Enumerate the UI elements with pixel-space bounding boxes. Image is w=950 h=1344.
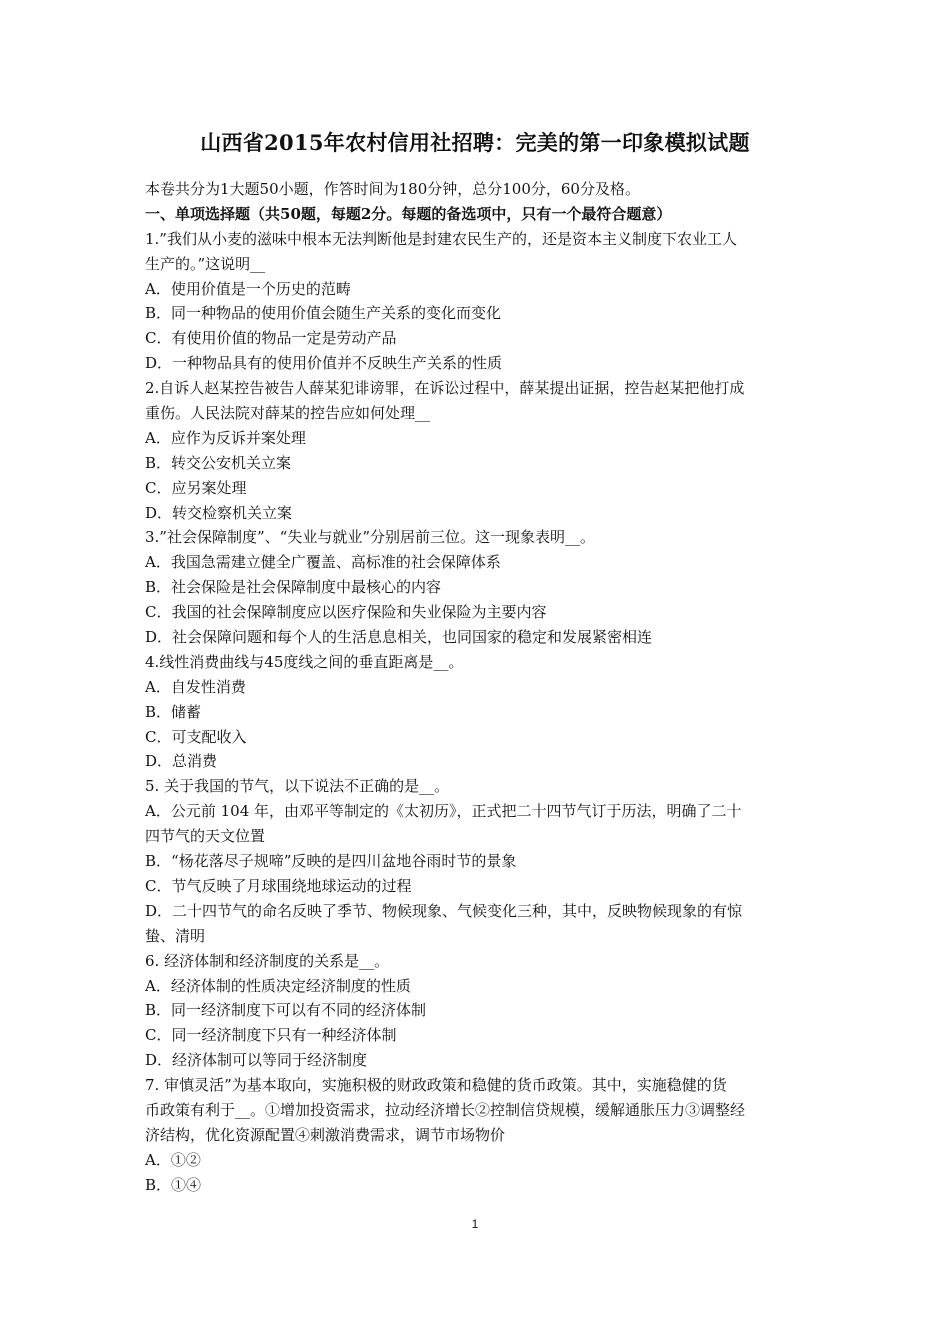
question-line: D．经济体制可以等同于经济制度 [145,1051,368,1070]
question-line: A．应作为反诉并案处理 [145,428,306,447]
question-list [145,227,821,1198]
question-line: A．经济体制的性质决定经济制度的性质 [145,976,411,995]
question-line: A．公元前 104 年，由邓平等制定的《太初历》，正式把二十四节气订于历法，明确了二十 [145,802,742,821]
section-heading: 一、单项选择题（共50题，每题2分。每题的备选项中，只有一个最符合题意） [145,204,672,223]
document-body [145,177,821,1198]
question-line: D．总消费 [145,752,218,771]
question-line: C．可支配收入 [145,727,247,746]
question-line: D．转交检察机关立案 [145,503,293,522]
question-line: 2.自诉人赵某控告被告人薛某犯诽谤罪，在诉讼过程中，薛某提出证据，控告赵某把他打成 [145,379,745,398]
question-line: 蛰、清明 [145,926,206,945]
question-line: 济结构，优化资源配置④刺激消费需求，调节市场物价 [145,1125,506,1144]
question-line: D．社会保障问题和每个人的生活息息相关，也同国家的稳定和发展紧密相连 [145,628,653,647]
question-line: 生产的。”这说明__ [145,254,266,273]
page-title: 山西省2015年农村信用社招聘：完美的第一印象模拟试题 [200,130,750,155]
question-line: C．节气反映了月球围绕地球运动的过程 [145,876,412,895]
question-line: C．同一经济制度下只有一种经济体制 [145,1026,397,1045]
question-line: B．社会保险是社会保障制度中最核心的内容 [145,578,442,597]
question-line: B．①④ [145,1175,202,1194]
question-line: 7. 审慎灵活”为基本取向，实施积极的财政政策和稳健的货币政策。其中，实施稳健的货 [145,1076,727,1095]
question-line: A．我国急需建立健全广覆盖、高标准的社会保障体系 [145,553,501,572]
question-line: A．自发性消费 [145,677,246,696]
question-line: 4.线性消费曲线与45度线之间的垂直距离是__。 [145,652,464,671]
question-line: 四节气的天文位置 [145,827,266,846]
question-line: A．①② [145,1150,201,1169]
question-line: D．一种物品具有的使用价值并不反映生产关系的性质 [145,354,503,373]
exam-intro: 本卷共分为1大题50小题，作答时间为180分钟，总分100分，60分及格。 [145,180,640,198]
page-number: 1 [471,1217,479,1231]
question-line: B．同一种物品的使用价值会随生产关系的变化而变化 [145,304,502,323]
question-line: D．二十四节气的命名反映了季节、物候现象、气候变化三种，其中，反映物候现象的有惊 [145,901,743,920]
question-line: B．同一经济制度下可以有不同的经济体制 [145,1001,427,1020]
question-line: C．有使用价值的物品一定是劳动产品 [145,329,397,348]
question-line: 3.”社会保障制度”、“失业与就业”分别居前三位。这一现象表明__。 [145,528,595,547]
question-line: 5. 关于我国的节气，以下说法不正确的是__。 [145,777,450,796]
question-line: 1.”我们从小麦的滋味中根本无法判断他是封建农民生产的，还是资本主义制度下农业工人 [145,229,737,248]
question-line: 6. 经济体制和经济制度的关系是__。 [145,951,390,970]
question-line: 重伤。人民法院对薛某的控告应如何处理__ [145,404,431,423]
question-line: C．我国的社会保障制度应以医疗保险和失业保险为主要内容 [145,603,547,622]
question-line: C．应另案处理 [145,478,247,497]
question-line: A．使用价值是一个历史的范畴 [145,279,351,298]
question-line: B．“杨花落尽子规啼”反映的是四川盆地谷雨时节的景象 [145,852,517,871]
question-line: 币政策有利于__。①增加投资需求，拉动经济增长②控制信贷规模，缓解通胀压力③调整经 [145,1100,746,1119]
question-line: B．转交公安机关立案 [145,453,292,472]
question-line: B．储蓄 [145,702,202,721]
